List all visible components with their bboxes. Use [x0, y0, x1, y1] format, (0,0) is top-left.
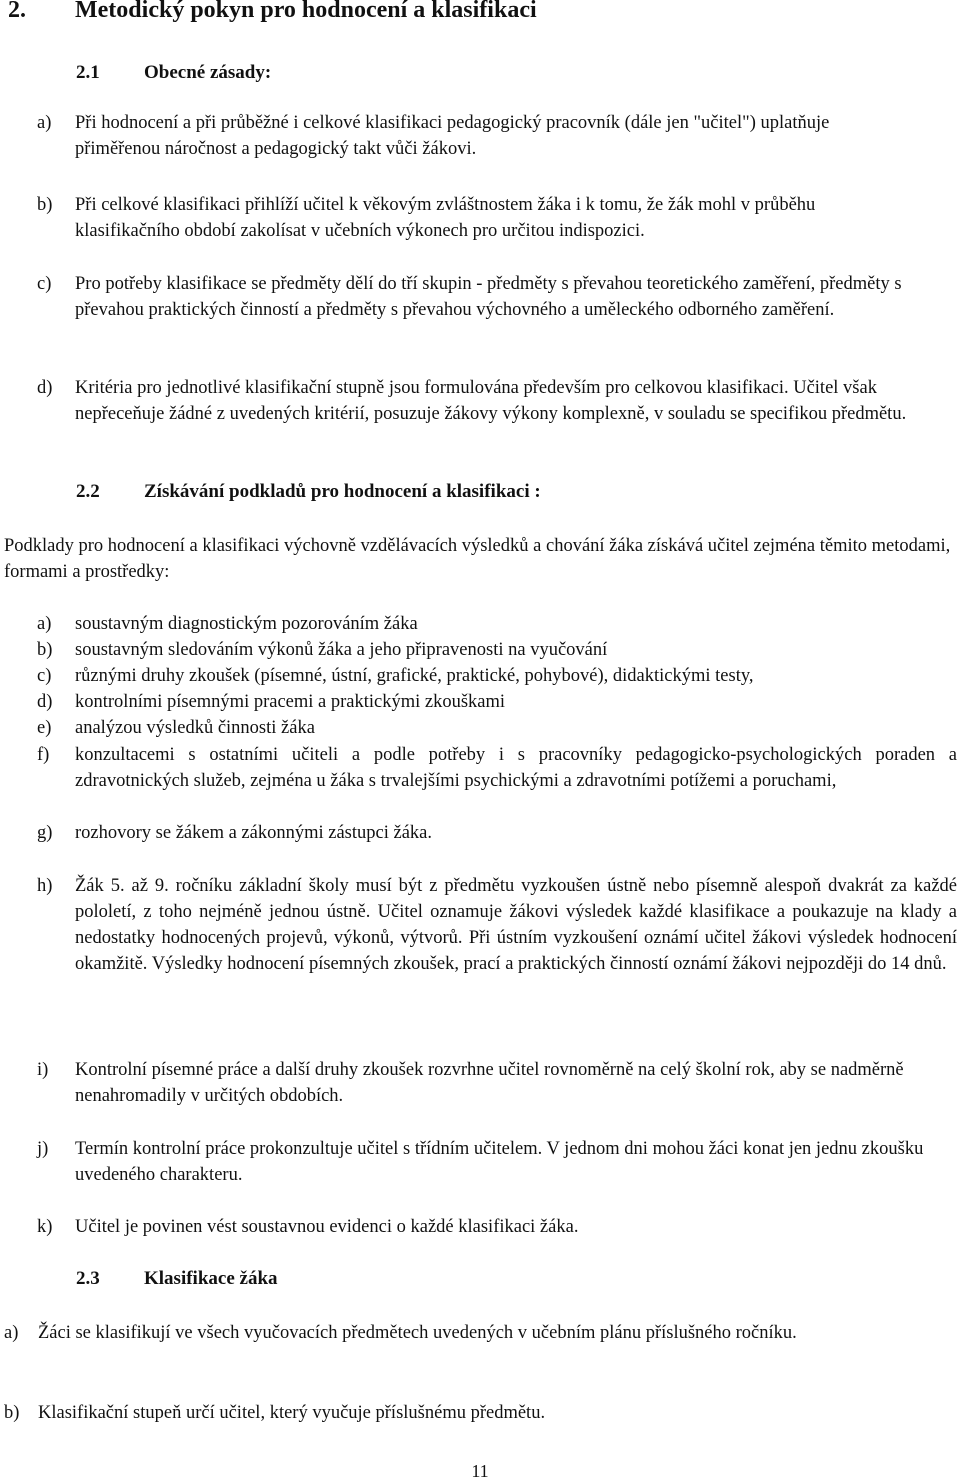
list-item-text: Kontrolní písemné práce a další druhy zkoušek rozvrhne učitel rovnoměrně na celý školní rok, aby se nadměrně nenahromadily v určitých obdobích. — [75, 1060, 904, 1106]
chapter-title: Metodický pokyn pro hodnocení a klasifikaci — [75, 0, 537, 23]
list-item — [37, 663, 937, 689]
list-item — [37, 271, 917, 323]
list-item-label: d) — [37, 378, 53, 398]
list-item-text: Při hodnocení a při průběžné i celkové klasifikaci pedagogický pracovník (dále jen "učitel") uplatňuje přiměřenou náročnost a pedagogický takt vůči žákovi. — [75, 113, 830, 159]
list-item-label: f) — [37, 745, 50, 765]
page-number: 11 — [471, 1461, 489, 1481]
list-item — [37, 873, 957, 977]
list-item-label: a) — [4, 1323, 19, 1343]
list-item-text: Učitel je povinen vést soustavnou evidenci o každé klasifikaci žáka. — [75, 1217, 579, 1237]
list-item-text: Žák 5. až 9. ročníku základní školy musí být z předmětu vyzkoušen ústně nebo písemně alespoň dvakrát za každé pololetí, z toho nejméně jednou ústně. Učitel oznamuje žákovi výsledek každé klasifikace a poukazuje na klady a nedostatky hodnocených projevů, výkonů, výtvorů. Při ústním vyzkoušení oznámí učitel žákovi výsledek hodnocení okamžitě. Výsledky hodnocení písemných zkoušek, prací a praktických činností oznámí žákovi nejpozději do 14 dnů. — [75, 876, 957, 974]
list-item — [37, 742, 957, 794]
list-item — [37, 1057, 957, 1109]
section-title: Klasifikace žáka — [144, 1268, 278, 1289]
list-item-label: h) — [37, 876, 53, 896]
list-item-label: b) — [37, 640, 53, 660]
list-item-label: e) — [37, 718, 52, 738]
chapter-number: 2. — [8, 0, 26, 23]
list-item-text: Žáci se klasifikují ve všech vyučovacích předmětech uvedených v učebním plánu příslušného ročníku. — [38, 1323, 797, 1343]
list-item — [37, 820, 937, 846]
list-item — [37, 375, 917, 427]
list-item-text: rozhovory se žákem a zákonnými zástupci žáka. — [75, 823, 433, 843]
section-heading-2-2 — [76, 481, 541, 503]
section-number: 2.3 — [76, 1268, 100, 1289]
list-item-text: konzultacemi s ostatními učiteli a podle potřeby i s pracovníky pedagogicko-psychologických poraden a zdravotnických služeb, zejména u žáka s trvalejšími psychickými a zdravotními potížemi a poruchami, — [75, 745, 957, 791]
section-title: Získávání podkladů pro hodnocení a klasifikaci : — [144, 481, 541, 502]
list-item-label: b) — [37, 195, 53, 215]
section-number: 2.2 — [76, 481, 100, 502]
list-item — [37, 110, 917, 162]
list-item-text: Pro potřeby klasifikace se předměty dělí do tří skupin - předměty s převahou teoretického zaměření, předměty s převahou praktických činností a předměty s převahou výchovného a uměleckého odborného zaměření. — [75, 274, 902, 320]
list-item-label: a) — [37, 113, 52, 133]
section-heading-2-3 — [76, 1268, 278, 1290]
list-item-text: Kritéria pro jednotlivé klasifikační stupně jsou formulována především pro celkovou klasifikaci. Učitel však nepřeceňuje žádné z uvedených kritérií, posuzuje žákovy výkony komplexně, v souladu se specifikou předmětu. — [75, 378, 907, 424]
list-item-text: Klasifikační stupeň určí učitel, který vyučuje příslušnému předmětu. — [38, 1403, 546, 1423]
list-item-label: k) — [37, 1217, 53, 1237]
list-item — [37, 689, 937, 715]
list-item-text: soustavným sledováním výkonů žáka a jeho připravenosti na vyučování — [75, 640, 608, 660]
list-item-text: soustavným diagnostickým pozorováním žáka — [75, 614, 418, 634]
section-number: 2.1 — [76, 62, 100, 83]
chapter-heading — [8, 0, 537, 24]
list-item — [37, 1136, 957, 1188]
intro-paragraph: Podklady pro hodnocení a klasifikaci výchovně vzdělávacích výsledků a chování žáka získává učitel zejména těmito metodami, formami a prostředky: — [4, 536, 951, 582]
list-item-text: Termín kontrolní práce prokonzultuje učitel s třídním učitelem. V jednom dni mohou žáci konat jen jednu zkoušku uvedeného charakteru. — [75, 1139, 924, 1185]
list-item-label: d) — [37, 692, 53, 712]
list-item-label: a) — [37, 614, 52, 634]
list-item-text: analýzou výsledků činnosti žáka — [75, 718, 315, 738]
list-item-label: i) — [37, 1060, 49, 1080]
list-item-label: c) — [37, 666, 52, 686]
list-item — [37, 1214, 957, 1240]
list-item-text: Při celkové klasifikaci přihlíží učitel k věkovým zvláštnostem žáka i k tomu, že žák mohl v průběhu klasifikačního období zakolísat v učebních výkonech pro určitou indispozici. — [75, 195, 816, 241]
section-heading-2-1 — [76, 62, 271, 84]
list-item — [37, 611, 937, 637]
list-item — [37, 192, 917, 244]
list-item-label: g) — [37, 823, 53, 843]
list-item-text: kontrolními písemnými pracemi a praktickými zkouškami — [75, 692, 506, 712]
section-title: Obecné zásady: — [144, 62, 272, 83]
list-item-label: c) — [37, 274, 52, 294]
list-item — [37, 715, 937, 741]
list-item-text: různými druhy zkoušek (písemné, ústní, grafické, praktické, pohybové), didaktickými testy, — [75, 666, 754, 686]
list-item — [37, 637, 937, 663]
list-item-label: b) — [4, 1403, 20, 1423]
list-item — [4, 1320, 957, 1346]
list-item — [4, 1400, 957, 1426]
list-item-label: j) — [37, 1139, 49, 1159]
